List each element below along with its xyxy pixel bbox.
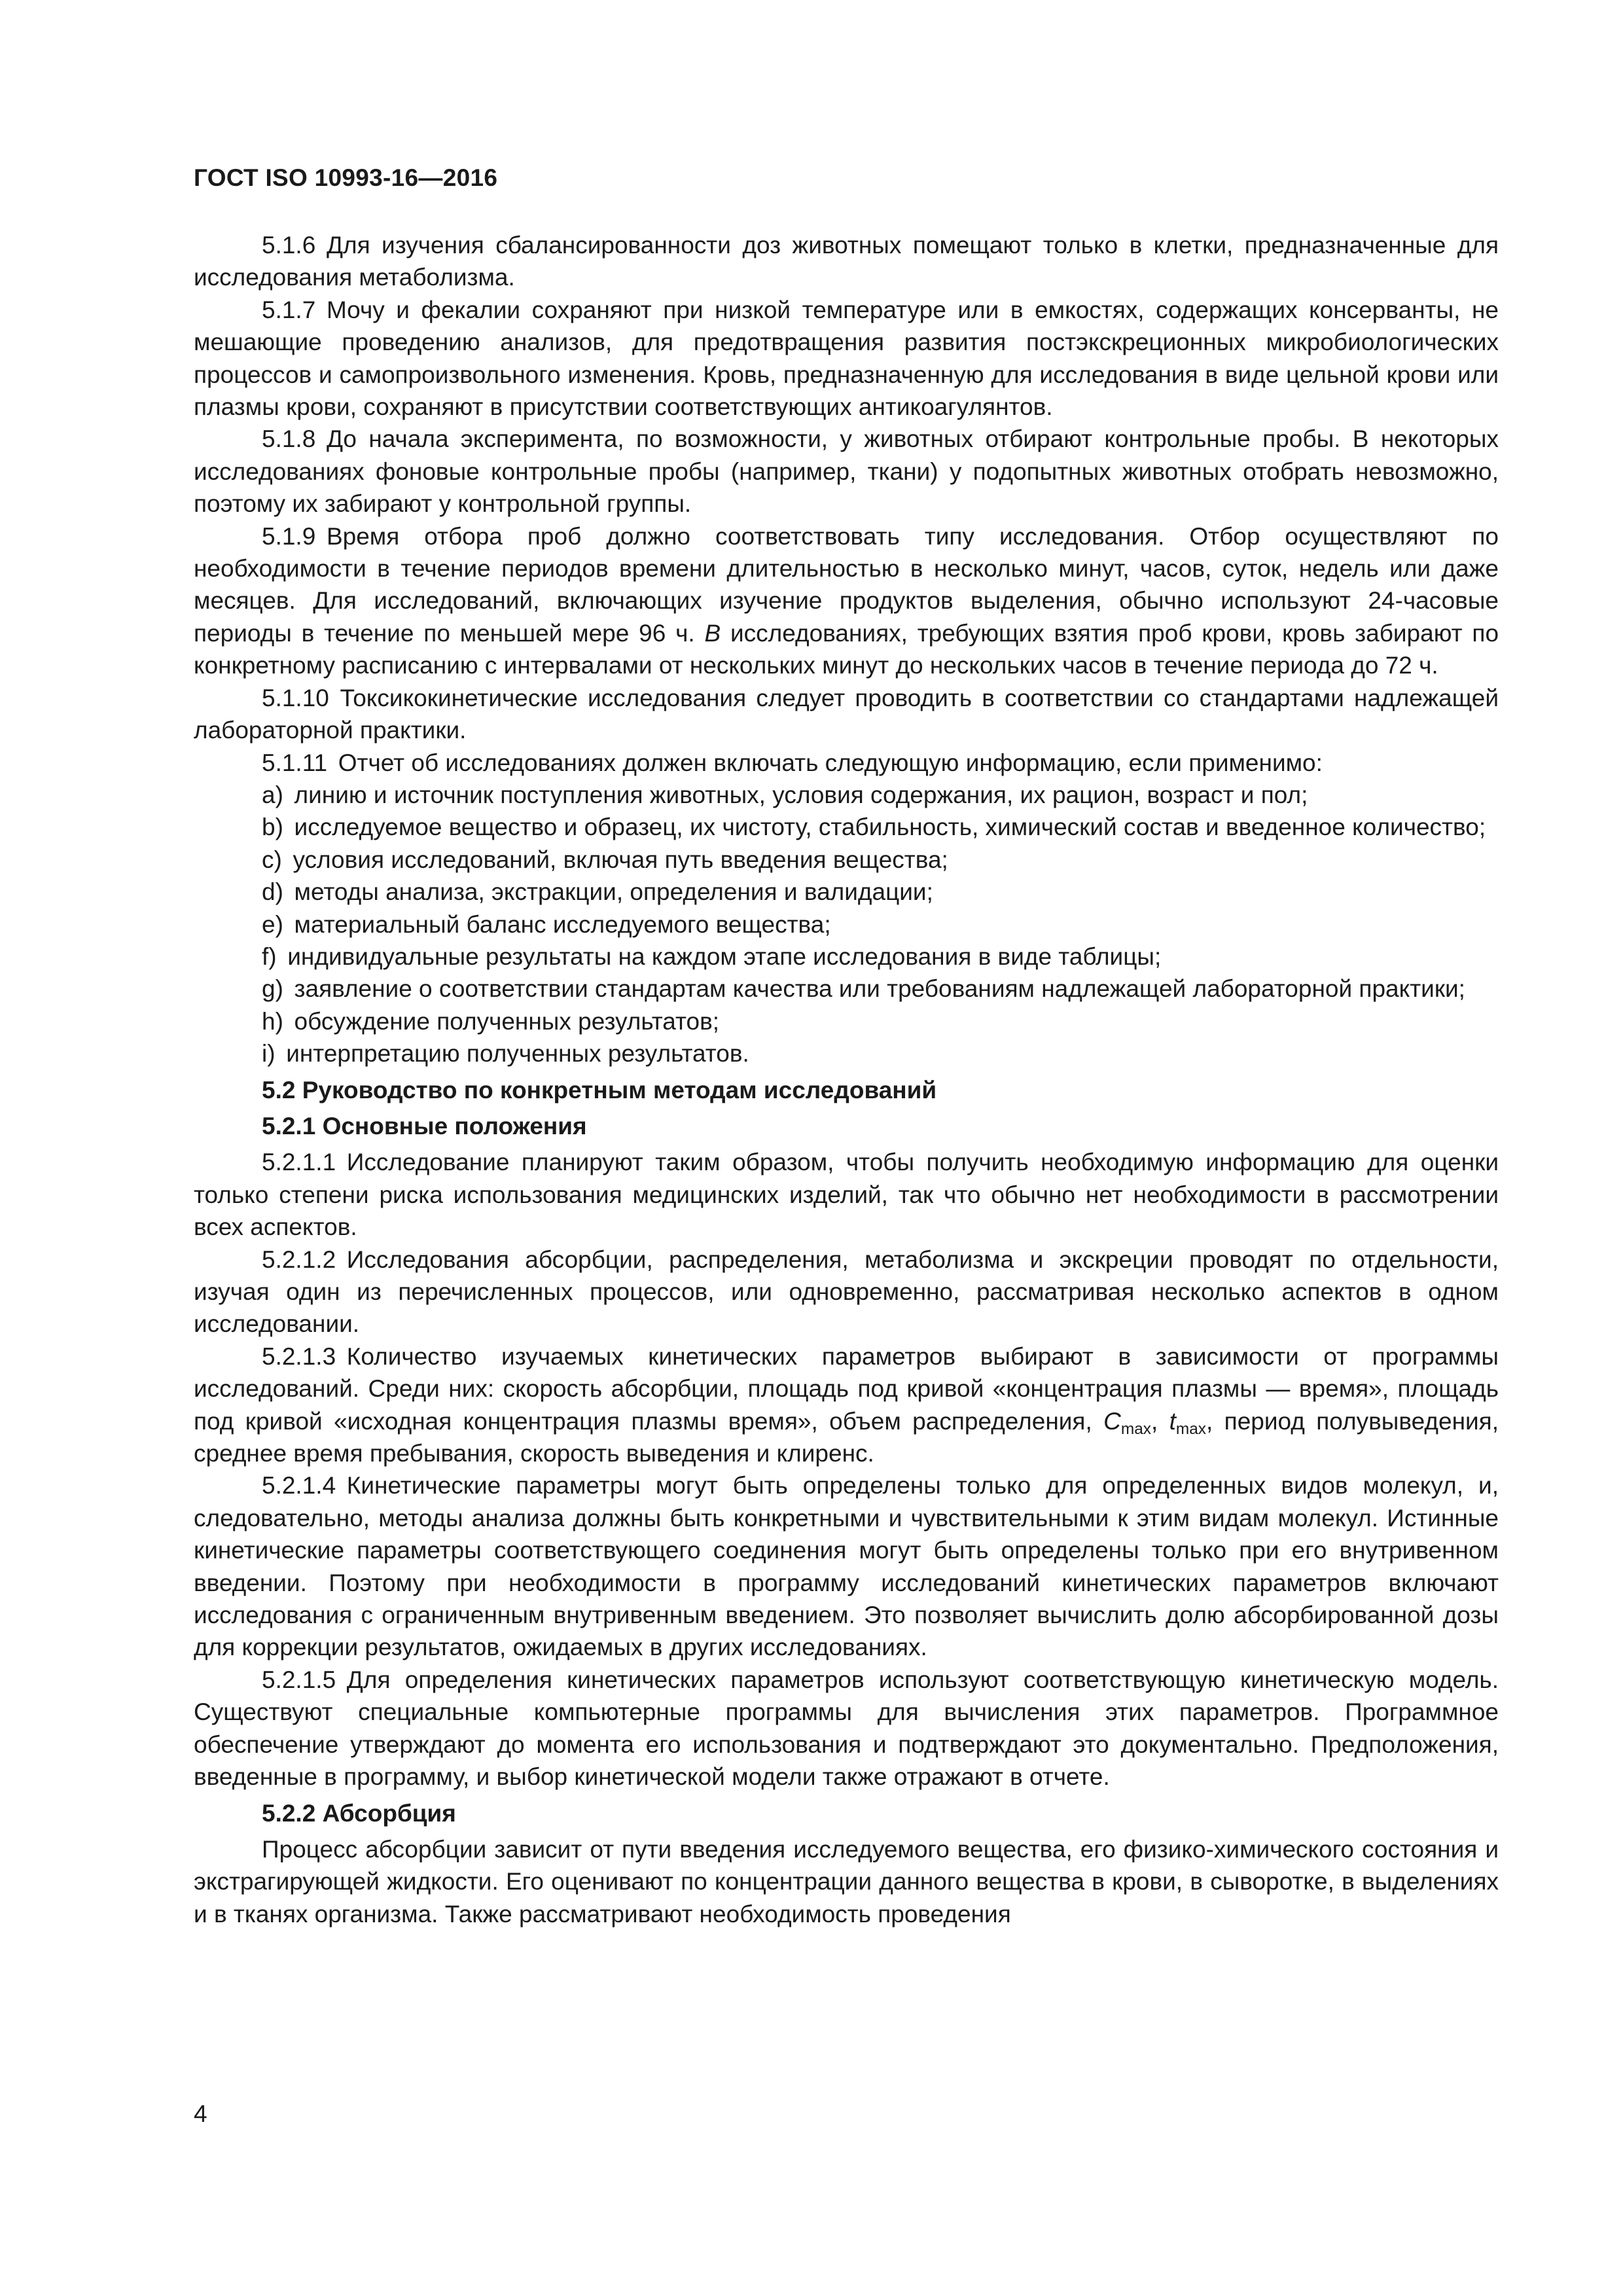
clause-number: 5.1.10 <box>262 684 329 711</box>
paragraph-5-1-7 <box>194 294 1499 423</box>
clause-text: Отчет об исследованиях должен включать следующую информацию, если применимо: <box>338 749 1323 776</box>
clause-text: Исследования абсорбции, распределения, метаболизма и экскреции проводят по отдельности, изучая один из перечисленных процессов, или одновременно, рассматривая несколько аспектов в одном исследовании. <box>194 1246 1499 1338</box>
clause-text: Время отбора проб должно соответствовать типу исследования. Отбор осуществляют по необходимости в течение периодов времени длительностью в несколько минут, часов, суток, недель или даже месяцев. Для исследований, включающих изучение продуктов выделения, обычно используют 24-часовые периоды в течение по меньшей мере 96 ч. <box>194 522 1499 647</box>
clause-text: Кинетические параметры могут быть определены только для определенных видов молекул, и, следовательно, методы анализа должны быть конкретными и чувствительными к этим видам молекул. Истинные кинетические параметры соответствующего соединения могут быть определены только при его внутривенном введении. Поэтому при необходимости в программу исследований кинетических параметров включают исследования с ограниченным внутривенным введением. Это позволяет вычислить долю абсорбированной дозы для коррекции результатов, ожидаемых в других исследованиях. <box>194 1472 1499 1661</box>
paragraph-5-2-1-5 <box>194 1664 1499 1793</box>
paragraph-5-2-2 <box>194 1833 1499 1930</box>
list-text: условия исследований, включая путь введения вещества; <box>293 846 948 873</box>
list-letter: h) <box>262 1007 283 1035</box>
clause-text: Процесс абсорбции зависит от пути введения исследуемого вещества, его физико-химического состояния и экстрагирующей жидкости. Его оценивают по концентрации данного вещества в крови, в сыворотке, в выделениях и в тканях организма. Также рассматривают необходимость проведения <box>194 1835 1499 1928</box>
clause-number: 5.2.1.3 <box>262 1342 336 1370</box>
list-letter: a) <box>262 781 283 808</box>
clause-number: 5.1.9 <box>262 522 316 550</box>
list-letter: g) <box>262 975 283 1003</box>
clause-number: 5.1.8 <box>262 425 316 453</box>
body-text <box>194 229 1499 1930</box>
list-text: материальный баланс исследуемого вещества; <box>294 910 831 938</box>
clause-number: 5.2.1.4 <box>262 1472 336 1499</box>
list-letter: i) <box>262 1040 276 1067</box>
clause-text: До начала эксперимента, по возможности, у животных отбирают контрольные пробы. В некоторых исследованиях фоновые контрольные пробы (например, ткани) у подопытных животных отобрать невозможно, поэтому их забирают у контрольной группы. <box>194 425 1499 518</box>
subsection-heading-5-2-1: 5.2.1 Основные положения <box>262 1112 587 1139</box>
tmax-symbol: t <box>1169 1407 1176 1435</box>
list-item-g <box>194 973 1499 1005</box>
clause-number: 5.1.11 <box>262 749 328 776</box>
list-text: исследуемое вещество и образец, их чистоту, стабильность, химический состав и введенное количество; <box>294 814 1486 841</box>
paragraph-5-2-1-1 <box>194 1146 1499 1243</box>
list-item-h <box>194 1005 1499 1037</box>
paragraph-5-1-10 <box>194 682 1499 747</box>
clause-text: Токсикокинетические исследования следует проводить в соответствии со стандартами надлежащей лабораторной практики. <box>194 684 1499 744</box>
list-item-i <box>194 1037 1499 1069</box>
cmax-subscript: max <box>1120 1420 1151 1438</box>
clause-number: 5.2.1.2 <box>262 1246 336 1273</box>
clause-text: Для изучения сбалансированности доз животных помещают только в клетки, предназначенные для исследования метаболизма. <box>194 232 1499 291</box>
clause-number: 5.2.1.1 <box>262 1149 336 1176</box>
paragraph-5-1-11 <box>194 747 1499 779</box>
cmax-symbol: C <box>1103 1407 1121 1435</box>
clause-text: Количество изучаемых кинетических параметров выбирают в зависимости от программы исследований. Среди них: скорость абсорбции, площадь под кривой «концентрация плазмы — время», площадь под кривой «исходная концентрация плазмы время», объем распределения, <box>194 1342 1499 1435</box>
clause-number: 5.1.7 <box>262 296 316 323</box>
clause-text: Мочу и фекалии сохраняют при низкой температуре или в емкостях, содержащих консерванты, не мешающие проведению анализов, для предотвращения развития постэкскреционных микробиологических процессов и самопроизвольного изменения. Кровь, предназначенную для исследования в виде цельной крови или плазмы крови, сохраняют в присутствии соответствующих антикоагулянтов. <box>194 296 1499 421</box>
list-item-d <box>194 876 1499 908</box>
clause-text: Исследование планируют таким образом, чтобы получить необходимую информацию для оценки только степени риска использования медицинских изделий, так что обычно нет необходимости в рассмотрении всех аспектов. <box>194 1149 1499 1241</box>
list-letter: b) <box>262 814 283 841</box>
list-item-e <box>194 908 1499 941</box>
list-item-c <box>194 844 1499 876</box>
list-letter: f) <box>262 942 277 970</box>
clause-number: 5.1.6 <box>262 232 316 259</box>
list-letter: c) <box>262 846 282 873</box>
list-letter: d) <box>262 878 283 906</box>
clause-text-italic: В <box>704 619 721 647</box>
list-text: заявление о соответствии стандартам качества или требованиям надлежащей лабораторной практики; <box>294 975 1465 1003</box>
list-text: линию и источник поступления животных, условия содержания, их рацион, возраст и пол; <box>294 781 1308 808</box>
paragraph-5-1-8 <box>194 423 1499 520</box>
paragraph-5-1-9 <box>194 520 1499 682</box>
list-text: методы анализа, экстракции, определения и валидации; <box>294 878 933 906</box>
page-number: 4 <box>194 2100 207 2127</box>
report-contents-list <box>194 779 1499 1070</box>
clause-text: Для определения кинетических параметров используют соответствующую кинетическую модель. Существуют специальные компьютерные программы для вычисления этих параметров. Программное обеспечение утверждают до момента его использования и подтверждают это документально. Предположения, введенные в программу, и выбор кинетической модели также отражают в отчете. <box>194 1666 1499 1791</box>
list-item-a <box>194 779 1499 811</box>
clause-text: исследованиях, требующих взятия проб крови, кровь забирают по конкретному расписанию с интервалами от нескольких минут до нескольких часов в течение периода до 72 ч. <box>194 619 1499 679</box>
list-text: индивидуальные результаты на каждом этапе исследования в виде таблицы; <box>287 942 1162 970</box>
list-text: обсуждение полученных результатов; <box>294 1007 720 1035</box>
paragraph-5-2-1-4 <box>194 1469 1499 1663</box>
list-item-f <box>194 941 1499 973</box>
subsection-heading-5-2-2: 5.2.2 Абсорбция <box>262 1799 456 1827</box>
clause-text: период полувыведения, среднее время пребывания, скорость выведения и клиренс. <box>194 1407 1499 1467</box>
paragraph-5-2-1-3: 5.2.1.3 Количество изучаемых кинетических параметров выбирают в зависимости от программы исследований. Среди них: скорость абсорбции, площадь под кривой «концентрация плазмы — время», площадь под кривой «исходная концентрация плазмы время», объем распределения, $C_{max}$, $t_{max}$, период полувыведения, среднее время пребывания, скорость выведения и клиренс. <box>194 1342 1499 1467</box>
list-text: интерпретацию полученных результатов. <box>286 1040 749 1067</box>
section-heading-5-2: 5.2 Руководство по конкретным методам исследований <box>262 1076 937 1103</box>
clause-number: 5.2.1.5 <box>262 1666 336 1693</box>
running-header: ГОСТ ISO 10993-16—2016 <box>194 164 498 191</box>
tmax-subscript: max <box>1175 1420 1207 1438</box>
paragraph-5-2-1-2 <box>194 1244 1499 1340</box>
list-item-b <box>194 811 1499 843</box>
list-letter: e) <box>262 910 283 938</box>
paragraph-5-1-6 <box>194 229 1499 294</box>
